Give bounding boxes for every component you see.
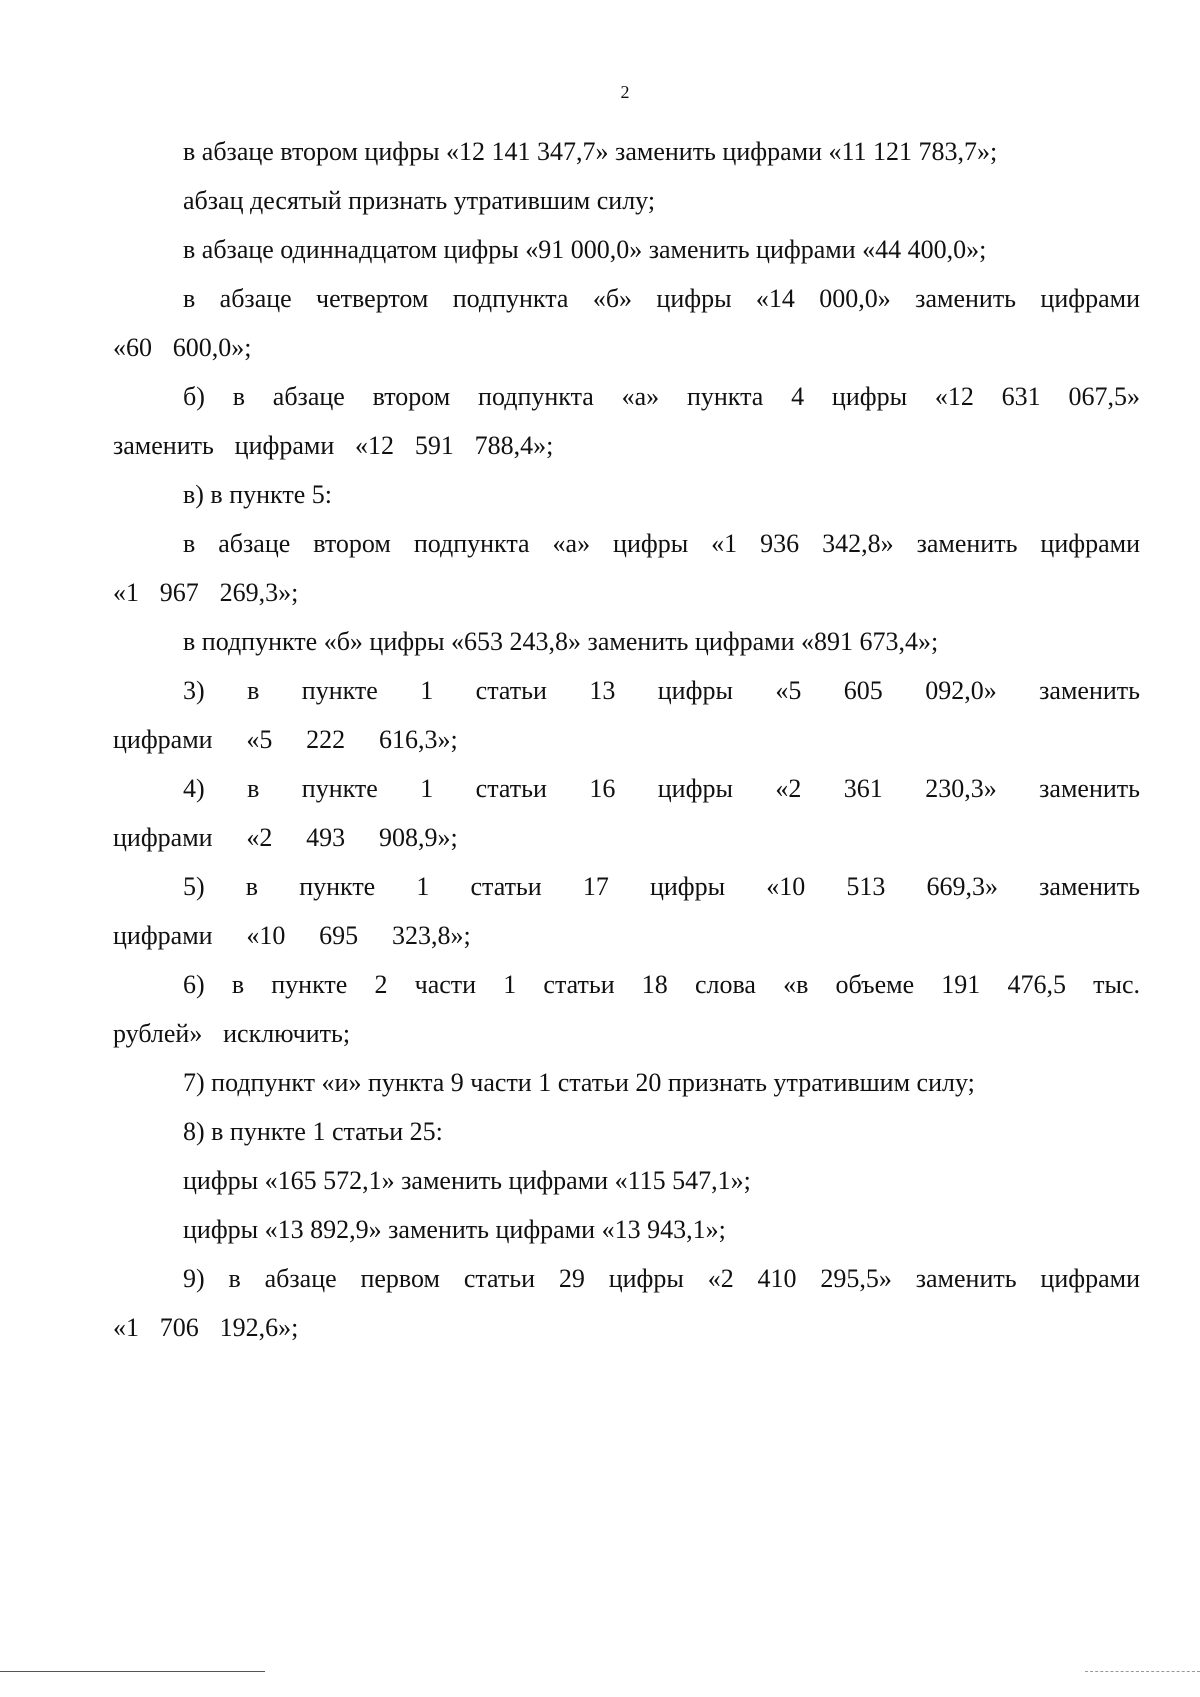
paragraph: в абзаце одиннадцатом цифры «91 000,0» заменить цифрами «44 400,0»; <box>183 235 987 264</box>
paragraph: б) в абзаце втором подпункта «а» пункта 4 цифры «12 631 067,5» заменить цифрами «12 591 788,4»; <box>113 382 1140 460</box>
page-number: 2 <box>620 82 630 102</box>
paragraph: в абзаце четвертом подпункта «б» цифры «14 000,0» заменить цифрами «60 600,0»; <box>113 284 1140 362</box>
paragraph: в подпункте «б» цифры «653 243,8» заменить цифрами «891 673,4»; <box>183 627 939 656</box>
paragraph: в абзаце втором цифры «12 141 347,7» заменить цифрами «11 121 783,7»; <box>183 137 998 166</box>
paragraph: 8) в пункте 1 статьи 25: <box>183 1117 443 1146</box>
paragraph: в абзаце втором подпункта «а» цифры «1 936 342,8» заменить цифрами «1 967 269,3»; <box>113 529 1140 607</box>
paragraph: абзац десятый признать утратившим силу; <box>183 186 656 215</box>
paragraph: 7) подпункт «и» пункта 9 части 1 статьи 20 признать утратившим силу; <box>183 1068 975 1097</box>
document-body <box>113 127 1140 1352</box>
scan-edge-line <box>1085 1671 1200 1672</box>
paragraph: 4) в пункте 1 статьи 16 цифры «2 361 230,3» заменить цифрами «2 493 908,9»; <box>113 774 1140 852</box>
paragraph: 3) в пункте 1 статьи 13 цифры «5 605 092,0» заменить цифрами «5 222 616,3»; <box>113 676 1140 754</box>
paragraph: в) в пункте 5: <box>183 480 332 509</box>
paragraph: 5) в пункте 1 статьи 17 цифры «10 513 669,3» заменить цифрами «10 695 323,8»; <box>113 872 1140 950</box>
paragraph: цифры «13 892,9» заменить цифрами «13 943,1»; <box>183 1215 726 1244</box>
paragraph: цифры «165 572,1» заменить цифрами «115 547,1»; <box>183 1166 751 1195</box>
paragraph: 6) в пункте 2 части 1 статьи 18 слова «в объеме 191 476,5 тыс. рублей» исключить; <box>113 970 1140 1048</box>
paragraph: 9) в абзаце первом статьи 29 цифры «2 410 295,5» заменить цифрами «1 706 192,6»; <box>113 1264 1140 1342</box>
scan-edge-line <box>0 1671 265 1672</box>
